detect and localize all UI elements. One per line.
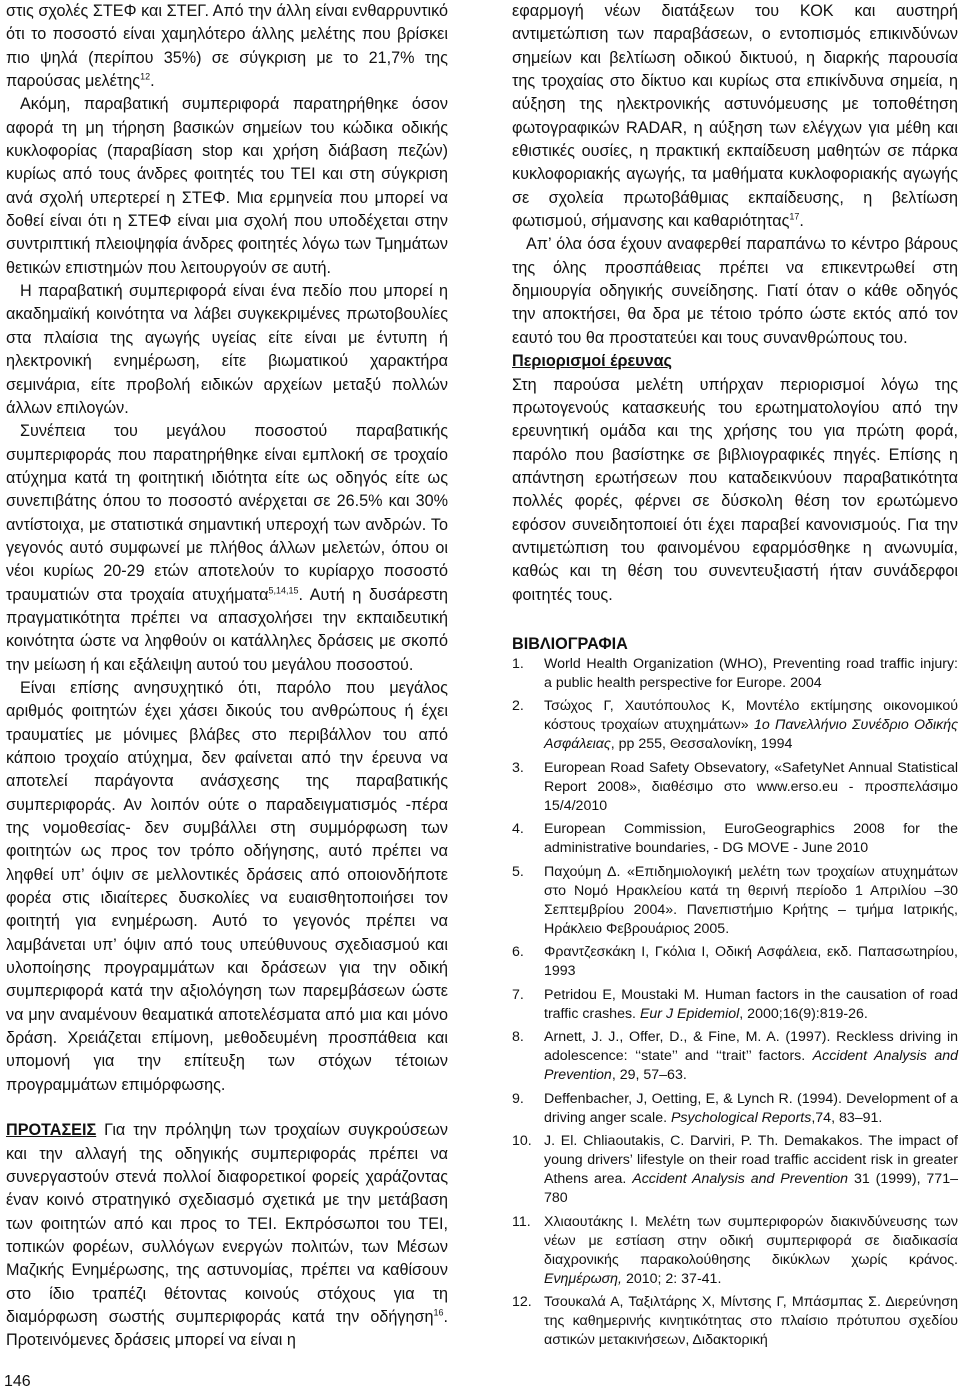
reference-text: European Road Safety Obsevatory, «SafetyNet Annual Statistical Report 2008», διαθέσιμο στο www.erso.eu - προσπελάσιμο 15/4/2010	[544, 759, 958, 814]
reference-number: 12.	[512, 1294, 532, 1311]
reference-item	[512, 759, 958, 816]
reference-text: Φραντζεσκάκη Ι, Γκόλια Ι, Οδική Ασφάλεια, εκδ. Παπασωτηρίου, 1993	[544, 944, 958, 980]
reference-item	[512, 1028, 958, 1085]
page-number: 146	[4, 1373, 31, 1390]
reference-text: European Commission, EuroGeographics 2008 for the administrative boundaries, - DG MOVE - June 2010	[544, 821, 958, 857]
reference-list	[512, 655, 958, 1351]
paragraph: Συνέπεια του μεγάλου ποσοστού παραβατικής συμπεριφοράς που παρατηρήθηκε είναι εμπλοκή σε τροχαίο ατύχημα κατά τη φοιτητική ιδιότητα είτε ως οδηγός είτε ως συνεπιβάτης όπου το ποσοστό ανέρχεται σε 26.5% και 30% αντίστοιχα, με στατιστικά σημαντική υπεροχή των ανδρών. Το γεγονός αυτό συμφωνεί με πλήθος άλλων μελετών, όπου οι νέοι κυρίως 20-29 ετών αποτελούν το κυρίαρχο ποσοστό τραυματιών στα τροχαία ατυχήματα$^{5,14,15}$. Αυτή η δυσάρεστη πραγματικότητα πρέπει να απασχολήσει την εκπαιδευτική κοινότητα ώστε να ληφθούν οι κατάλληλες δράσεις με σκοπό την μείωση ή και εξάλειψη αυτού του μεγάλου ποσοστού.	[6, 422, 449, 674]
reference-item	[512, 820, 958, 858]
reference-number: 7.	[512, 986, 524, 1003]
paragraph: Απ’ όλα όσα έχουν αναφερθεί παραπάνω το κέντρο βάρους της όλης προσπάθειας πρέπει να επικεντρωθεί στη δημιουργία οδηγικής συνείδησης. Γιατί όταν ο κάθε οδηγός την αποκτήσει, θα δρα με τέτοιο τρόπο ώστε εκτός από τον εαυτό του θα προστατεύει και τους συνανθρώπους του.	[512, 235, 958, 347]
right-column	[512, 0, 958, 1350]
reference-number: 2.	[512, 698, 524, 715]
reference-item	[512, 863, 958, 939]
reference-item	[512, 943, 958, 981]
paragraph: στις σχολές ΣΤΕΦ και ΣΤΕΓ. Από την άλλη είναι ενθαρρυντικό ότι το ποσοστό είναι χαμηλότερο άλλης μελέτης που βρίσκει πιο ψηλά (περίπου 35%) σε σύγκριση με το 21,7% της παρούσας μελέτης$^{12}$.	[6, 2, 448, 91]
reference-text: World Health Organization (WHO), Preventing road traffic injury: a public health perspective for Europe. 2004	[544, 655, 958, 691]
reference-number: 4.	[512, 821, 524, 838]
reference-number: 8.	[512, 1029, 524, 1046]
reference-text: Deffenbacher, J, Oetting, E, & Lynch R. (1994). Development of a driving anger scale. Psychological Reports,74, 83–91.	[544, 1090, 958, 1126]
reference-item	[512, 1090, 958, 1128]
reference-text: Παχούμη Δ. «Επιδημιολογική μελέτη των τροχαίων ατυχημάτων στο Νομό Ηρακλείου κατά τη θερινή περίοδο 1 Απριλίου –30 Σεπτεμβρίου 2004». Πανεπιστήμιο Κρήτης – τμήμα Ιατρικής, Ηράκλειο Φεβρουάριος 2005.	[544, 863, 958, 937]
paragraph: Είναι επίσης ανησυχητικό ότι, παρόλο που μεγάλος αριθμός φοιτητών έχει χάσει δικούς του ανθρώπους ή έχει τραυματίες με μόνιμες βλάβες στο περιβάλλον του από κάποιο τροχαίο ατύχημα, δεν φαίνεται από την έρευνα να αποτελεί παράγοντα ανάσχεσης της παραβατικής συμπεριφοράς. Αν λοιπόν ούτε ο παραδειγματισμός -πέρα της νομοθεσίας- δεν συμβάλλει στη συμμόρφωση των φοιτητών ως προς τον τρόπο οδήγησης, αυτό πρέπει να ληφθεί υπ’ όψιν σε μελλοντικές δράσεις από οποιονδήποτε φορέα στις ιδιαίτερες δυσκολίες να ευαισθητοποιήσει τον φοιτητή για ενημέρωση. Αυτό το γεγονός πρέπει να λαμβάνεται υπ’ όψιν από τους υπεύθυνους σχεδιασμού και υλοποίησης προγραμμάτων και δράσεων για την οδική συμπεριφορά κατά την αξιολόγηση των παρεμβάσεων ώστε να μην αναμένουν θεαματικά αποτελέσματα από μια και μόνο δράση. Χρειάζεται επίμονη, μεθοδευμένη προσπάθεια και υπομονή για την επίτευξη των στόχων τέτοιων προγραμμάτων επιμόρφωσης.	[6, 678, 448, 1094]
reference-text: J. El. Chliaoutakis, C. Darviri, P. Th. Demakakos. The impact of young drivers’ lifestyle on their road traffic accident risk in greater Athens area. Accident Analysis and Prevention 31 (1999), 771–780	[544, 1133, 958, 1207]
reference-item	[512, 1293, 958, 1350]
reference-text: Petridou E, Moustaki M. Human factors in the causation of road traffic crashes. Eur J Epidemiol, 2000;16(9):819-26.	[544, 986, 958, 1022]
reference-number: 6.	[512, 944, 524, 961]
reference-text: Τσουκαλά Α, Ταξιλτάρης Χ, Μίντσης Γ, Μπάσμπας Σ. Διερεύνηση της καθημερινής κινητικότητας στο πλαίσιο πρότυπου σχεδίου αστικών μετακινήσεων, Διδακτορική	[544, 1294, 958, 1349]
reference-item	[512, 697, 958, 754]
proposals-paragraph: ΠΡΟΤΑΣΕΙΣ Για την πρόληψη των τροχαίων συγκρούσεων και την αλλαγή της οδηγικής συμπεριφοράς πρέπει να συνεργαστούν στενά πολλοί διαφορετικοί φορείς χαράζοντας έναν κοινό στρατηγικό σχεδιασμό σχετικά με την μετάβαση των φοιτητών από και προς το ΤΕΙ. Εκπρόσωποι του ΤΕΙ, τοπικών φορέων, συλλόγων ενεργών πολιτών, των Μέσων Μαζικής Ενημέρωσης, της αστυνομίας, πρέπει να καθίσουν στο ίδιο τραπέζι θέτοντας κοινούς στόχους για τη διαμόρφωση σωστής συμπεριφοράς κατά την οδήγηση$^{16}$. Προτεινόμενες δράσεις μπορεί να είναι η	[6, 1121, 448, 1350]
reference-number: 1.	[512, 655, 524, 672]
paragraph: Ακόμη, παραβατική συμπεριφορά παρατηρήθηκε όσον αφορά τη μη τήρηση βασικών σημείων του κώδικα οδικής κυκλοφορίας (παραβίαση stop και χρήση διάβαση πεζών) κυρίως από τους άνδρες φοιτητές του ΤΕΙ και στη σύγκριση ανά σχολή υπερτερεί η ΣΤΕΦ. Μια ερμηνεία που μπορεί να δοθεί είναι ότι η ΣΤΕΦ είναι μια σχολή που υποδέχεται στην συντριπτική πλειοψηφία άνδρες φοιτητές λόγω των Τμημάτων θετικών επιστημών που λειτουργούν σε αυτή.	[6, 95, 448, 277]
reference-number: 10.	[512, 1133, 532, 1150]
proposals-heading: ΠΡΟΤΑΣΕΙΣ	[6, 1121, 97, 1140]
reference-number: 11.	[512, 1213, 531, 1230]
reference-number: 5.	[512, 863, 524, 880]
paragraph: εφαρμογή νέων διατάξεων του ΚΟΚ και αυστηρή αντιμετώπιση των παραβάσεων, ο εντοπισμός επικινδύνων σημείων και βελτίωση οδικού δικτυού, η διαρκής παρουσία της τροχαίας στο δίκτυο και κυρίως στα επικίνδυνα σημεία, η αύξηση της ηλεκτρονικής αστυνόμευσης με τοποθέτηση φωτογραφικών RADAR, η αύξηση των ελέγχων για μέθη και εθιστικές ουσίες, η πρακτική εκπαίδευση μαθητών σε πάρκα κυκλοφοριακής αγωγής, τα μαθήματα κυκλοφοριακής αγωγής σε σχολεία πρωτοβάθμιας εκπαίδευσης, η βελτίωση φωτισμού, σήμανσης και καθαριότητας$^{17}$.	[512, 2, 958, 231]
reference-item	[512, 1132, 958, 1208]
limitations-heading: Περιορισμοί έρευνας	[512, 352, 672, 371]
reference-item	[512, 655, 958, 693]
reference-text: Arnett, J. J., Offer, D., & Fine, M. A. (1997). Reckless driving in adolescence: ‘‘state’’ and ‘‘trait’’ factors. Accident Analysis and Prevention, 29, 57–63.	[544, 1029, 958, 1084]
paragraph: Η παραβατική συμπεριφορά είναι ένα πεδίο που μπορεί η ακαδημαϊκή κοινότητα να λάβει συγκεκριμένες πρωτοβουλίες στα πλαίσια της αγωγής υγείας είτε είναι με έντυπη ή ηλεκτρονική ενημέρωση, είτε βιωματικού χαρακτήρα σεμινάρια, είτε προβολή ειδικών αρχείων μεταξύ πολλών άλλων επιλογών.	[6, 282, 448, 417]
left-column	[6, 0, 448, 1353]
reference-number: 3.	[512, 759, 524, 776]
reference-text: Τσώχος Γ, Χαυτόπουλος Κ, Μοντέλο εκτίμησης οικονομικού κόστους τροχαίων ατυχημάτων» 1ο Πανελλήνιο Συνέδριο Οδικής Ασφάλειας, pp 255, Θεσσαλονίκη, 1994	[544, 698, 958, 753]
reference-text: Χλιαουτάκης Ι. Μελέτη των συμπεριφορών διακινδύνευσης των νέων με εστίαση στην οδική συμπεριφορά σε διαδικασία διαχρονικής παρακολούθησης δικύκλων χωρίς κράνος. Ενημέρωση, 2010; 2: 37-41.	[544, 1213, 958, 1287]
bibliography-heading: ΒΙΒΛΙΟΓΡΑΦΙΑ	[512, 634, 628, 653]
reference-item	[512, 986, 958, 1024]
reference-number: 9.	[512, 1090, 524, 1107]
reference-item	[512, 1213, 958, 1289]
paragraph: Στη παρούσα μελέτη υπήρχαν περιορισμοί λόγω της πρωτογενούς κατασκευής του ερωτηματολογίου από την ερευνητική ομάδα και της χρήσης του για πρώτη φορά, παρόλο που βασίστηκε σε βιβλιογραφικές πηγές. Επίσης η απάντηση ερωτήσεων που καταδεικνύουν παραβατικότητα πολλές φορές, φέρνει σε δύσκολη θέση τον ερωτώμενο εφόσον συνειδητοποιεί ότι έχει παραβεί κανονισμούς. Για την αντιμετώπιση του φαινομένου εφαρμόσθηκε η ανωνυμία, καθώς και τη θέση του συνεντευξιαστή ήταν συνάδερφοι φοιτητές τους.	[512, 375, 958, 604]
